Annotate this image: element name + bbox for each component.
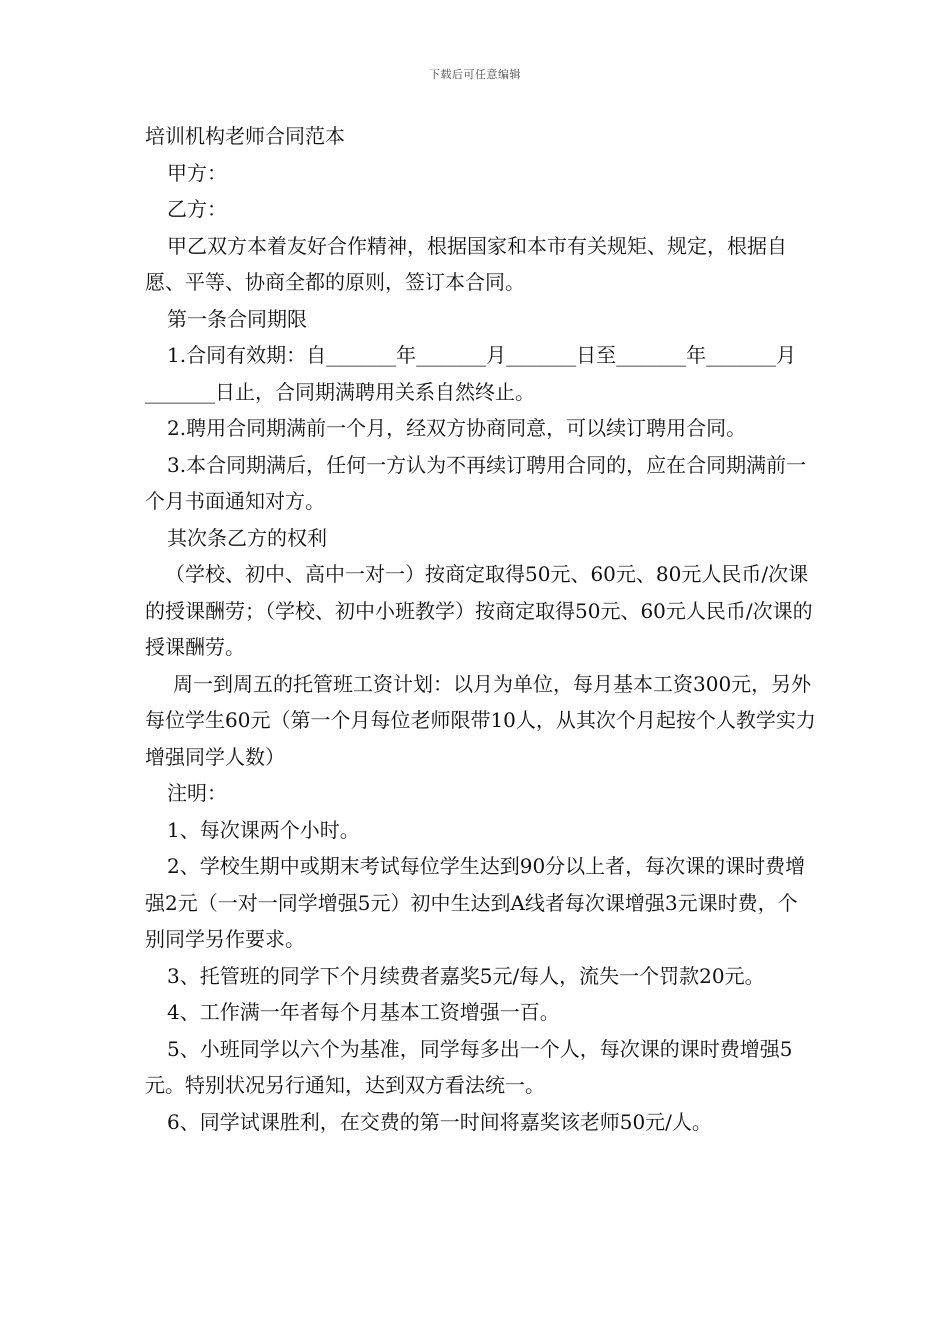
clause-1-1: 1.合同有效期：自_______年_______月_______日至_______年_______月_______日止，合同期满聘用关系自然终止。 bbox=[145, 343, 797, 404]
rights-fee-paragraph: （学校、初中、高中一对一）按商定取得50元、60元、80元人民币/次课的授课酬劳；（学校、初中小班教学）按商定取得50元、60元人民币/次课的授课酬劳。 bbox=[145, 562, 813, 659]
note-3: 3、托管班的同学下个月续费者嘉奖5元/每人，流失一个罚款20元。 bbox=[167, 963, 765, 988]
note-1: 1、每次课两个小时。 bbox=[167, 817, 360, 842]
preamble-paragraph: 甲乙双方本着友好合作精神，根据国家和本市有关规矩、规定，根据自愿、平等、协商全都的原则，签订本合同。 bbox=[145, 233, 787, 294]
party-b-line: 乙方： bbox=[167, 197, 227, 221]
notes-heading: 注明： bbox=[167, 781, 227, 805]
page-header: 下载后可任意编辑 bbox=[429, 68, 521, 81]
document-title: 培训机构老师合同范本 bbox=[145, 124, 345, 148]
section-heading-contract-term: 第一条合同期限 bbox=[167, 306, 307, 331]
clause-1-2: 2.聘用合同期满前一个月，经双方协商同意，可以续订聘用合同。 bbox=[167, 416, 747, 440]
note-4: 4、工作满一年者每个月基本工资增强一百。 bbox=[167, 1000, 560, 1024]
clause-1-3: 3.本合同期满后，任何一方认为不再续订聘用合同的，应在合同期满前一个月书面通知对方。 bbox=[145, 452, 807, 513]
rights-salary-paragraph: 周一到周五的托管班工资计划：以月为单位，每月基本工资300元，另外每位学生60元（第一个月每位老师限带10人，从其次个月起按个人教学实力增强同学人数） bbox=[145, 671, 816, 769]
note-6: 6、同学试课胜利，在交费的第一时间将嘉奖该老师50元/人。 bbox=[167, 1109, 712, 1134]
section-heading-party-b-rights: 其次条乙方的权利 bbox=[167, 525, 327, 550]
document-body bbox=[145, 118, 817, 1140]
party-a-line: 甲方： bbox=[167, 160, 227, 185]
note-2: 2、学校生期中或期末考试每位学生达到90分以上者，每次课的课时费增强2元（一对一同学增强5元）初中生达到A线者每次课增强3元课时费，个别同学另作要求。 bbox=[145, 854, 806, 951]
note-5: 5、小班同学以六个为基准，同学每多出一个人，每次课的课时费增强5元。特别状况另行通知，达到双方看法统一。 bbox=[145, 1036, 793, 1097]
